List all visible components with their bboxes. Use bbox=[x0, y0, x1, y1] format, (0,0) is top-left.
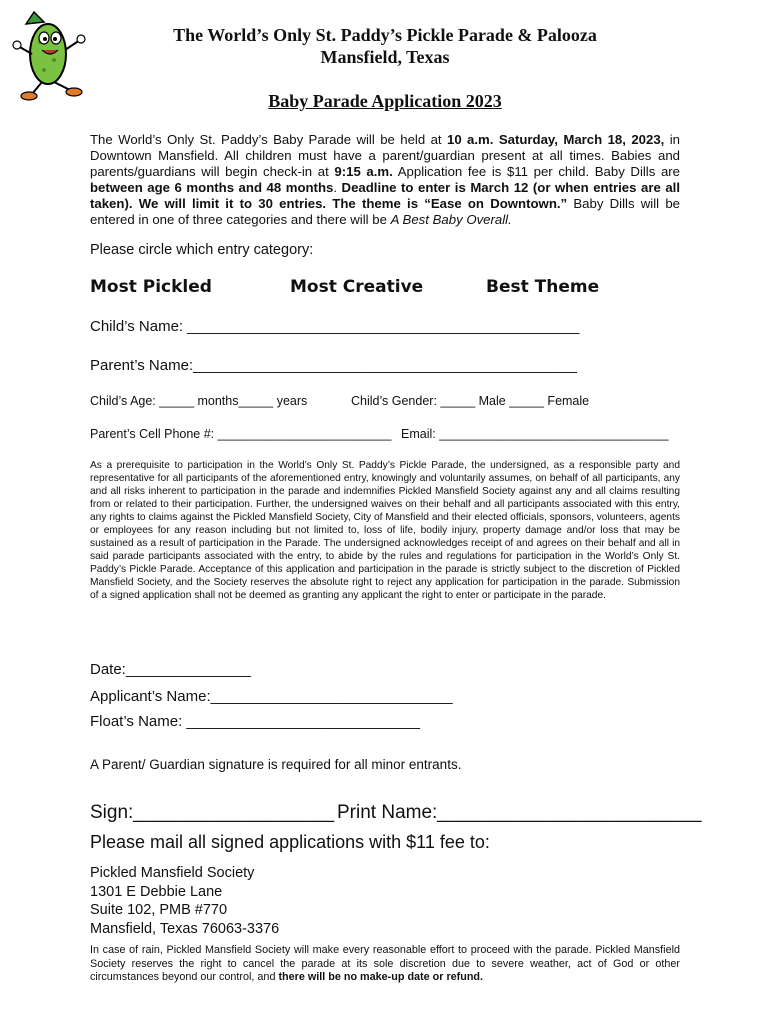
rain-policy-text: In case of rain, Pickled Mansfield Society will make every reasonable effort to proceed with the parade. Pickled Mansfield Society reserves the right to cancel the parade at its sole discretion due to severe weather, act of God or other circumstances beyond our control, and there will be no make-up date or refund. bbox=[90, 944, 680, 983]
page-subtitle: Baby Parade Application 2023 bbox=[268, 91, 502, 111]
circle-prompt: Please circle which entry category: bbox=[90, 242, 314, 258]
liability-waiver-text: As a prerequisite to participation in the World’s Only St. Paddy’s Pickle Parade, the undersigned, as a responsible party and representative for all participants of the aforementioned entry, knowingly and voluntarily assumes, on behalf of all participants, any and all risks inherent to participation in the parade and indemnifies Pickled Mansfield Society against any and all claims resulting from or related to their participation. Further, the undersigned waives on their behalf and all participants associated with this entry, any rights to claims against the Pickled Mansfield Society, City of Mansfield and their elected officials, sponsors, volunteers, agents or employees for any reason including but not limited to, loss of life, bodily injury, property damage and/or loss that may be sustained as a result of participation in the Parade. The undersigned acknowledges receipt of and agrees on their behalf and all in said parade participants associated with the entry, to abide by the rules and regulations for participation in the World’s Only St. Paddy’s Pickle Parade. Acceptance of this application and participation in the parade is strictly subject to the discretion of Pickled Mansfield Society, and the Society reserves the absolute right to reject any application for participation in the parade. Submission of a signed application shall not be deemed as granting any applicant the right to enter or participate in the parade. bbox=[90, 460, 680, 601]
mailing-address bbox=[90, 864, 279, 938]
childs-age-field[interactable]: Child’s Age: _____ months_____ years bbox=[90, 394, 308, 408]
email-field[interactable]: Email: _________________________________ bbox=[401, 427, 669, 441]
address-line: 1301 E Debbie Lane bbox=[90, 883, 223, 900]
category-most-creative[interactable]: Most Creative bbox=[290, 277, 424, 297]
cell-phone-field[interactable]: Parent’s Cell Phone #: _________________________ bbox=[90, 427, 392, 441]
page-location: Mansfield, Texas bbox=[320, 47, 450, 67]
page-title: The World’s Only St. Paddy’s Pickle Parade & Palooza bbox=[173, 25, 597, 45]
category-best-theme[interactable]: Best Theme bbox=[486, 277, 600, 297]
address-line: Mansfield, Texas 76063-3376 bbox=[90, 920, 280, 937]
mail-heading: Please mail all signed applications with $11 fee to: bbox=[90, 832, 490, 852]
childs-name-field[interactable]: Child’s Name: _______________________________________________ bbox=[90, 318, 580, 335]
childs-gender-field[interactable]: Child’s Gender: _____ Male _____ Female bbox=[351, 394, 590, 408]
applicant-name-field[interactable]: Applicant’s Name:_____________________________ bbox=[90, 688, 453, 705]
address-line: Suite 102, PMB #770 bbox=[90, 902, 228, 918]
print-name-field[interactable]: Print Name:_________________________ bbox=[337, 802, 702, 823]
date-field[interactable]: Date:_______________ bbox=[90, 661, 251, 678]
parents-name-field[interactable]: Parent’s Name:______________________________________________ bbox=[90, 357, 577, 374]
float-name-field[interactable]: Float’s Name: ____________________________ bbox=[90, 713, 421, 730]
guardian-note: A Parent/ Guardian signature is required for all minor entrants. bbox=[90, 757, 462, 772]
address-line: Pickled Mansfield Society bbox=[90, 865, 255, 881]
intro-paragraph: The World’s Only St. Paddy’s Baby Parade will be held at 10 a.m. Saturday, March 18, 2023, in Downtown Mansfield. All children must have a parent/guardian present at all times. Babies and parents/guardians will begin check-in at 9:15 a.m. Application fee is $11 per child. Baby Dills are between age 6 months and 48 months. Deadline to enter is March 12 (or when entries are all taken). We will limit it to 30 entries. The theme is “Ease on Downtown.” Baby Dills will be entered in one of three categories and there will be A Best Baby Overall. bbox=[90, 132, 681, 227]
category-most-pickled[interactable]: Most Pickled bbox=[90, 277, 212, 297]
sign-field[interactable]: Sign:___________________ bbox=[90, 802, 335, 823]
